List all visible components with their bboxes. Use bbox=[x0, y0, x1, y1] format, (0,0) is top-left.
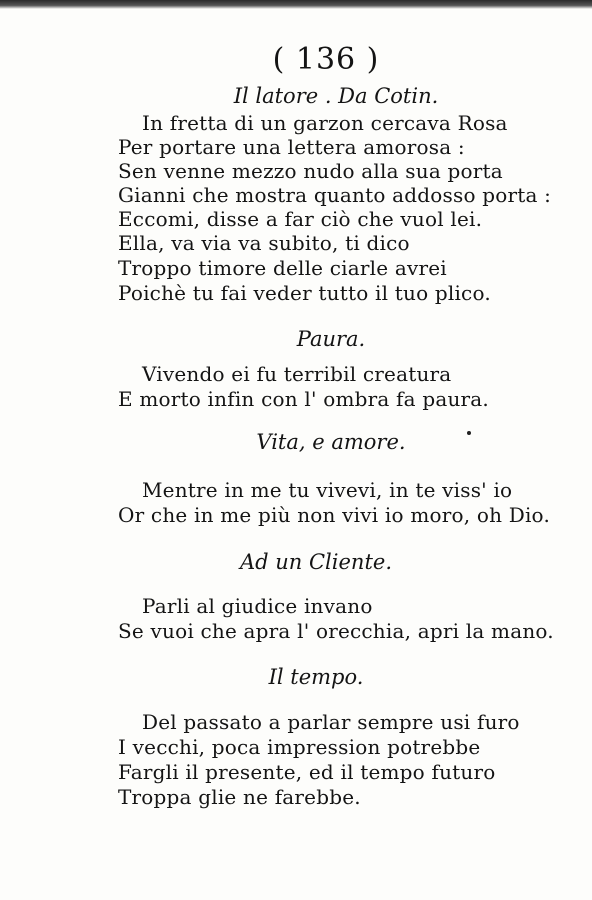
poem-title: Ad un Cliente. bbox=[239, 550, 392, 574]
poem-title: Vita, e amore. bbox=[256, 430, 406, 454]
poem-title: Paura. bbox=[296, 327, 366, 351]
page-number: ( 136 ) bbox=[272, 42, 380, 77]
ink-speck bbox=[467, 431, 471, 435]
poem-line: Ella, va via va subito, ti dico bbox=[118, 231, 410, 255]
poem-line: Fargli il presente, ed il tempo futuro bbox=[118, 760, 496, 784]
poem-line: Poichè tu fai veder tutto il tuo plico. bbox=[118, 281, 491, 305]
poem-line: Mentre in me tu vivevi, in te viss' io bbox=[142, 478, 513, 502]
poem-line: Eccomi, disse a far ciò che vuol lei. bbox=[118, 207, 483, 231]
page-top-edge bbox=[0, 0, 592, 9]
poem-line: Per portare una lettera amorosa : bbox=[118, 135, 465, 159]
poem-line: Parli al giudice invano bbox=[142, 594, 373, 618]
poem-line: E morto infin con l' ombra fa paura. bbox=[118, 387, 489, 411]
poem-line: In fretta di un garzon cercava Rosa bbox=[142, 111, 508, 135]
poem-title: Il tempo. bbox=[268, 665, 364, 689]
poem-line: Se vuoi che apra l' orecchia, apri la mano. bbox=[118, 619, 554, 643]
poem-title: Il latore . Da Cotin. bbox=[233, 84, 439, 108]
poem-line: Sen venne mezzo nudo alla sua porta bbox=[118, 159, 503, 183]
poem-line: I vecchi, poca impression potrebbe bbox=[118, 735, 481, 759]
poem-line: Or che in me più non vivi io moro, oh Dio. bbox=[118, 503, 551, 527]
poem-line: Del passato a parlar sempre usi furo bbox=[142, 710, 520, 734]
poem-line: Troppa glie ne farebbe. bbox=[118, 785, 361, 809]
poem-line: Troppo timore delle ciarle avrei bbox=[118, 256, 447, 280]
poem-line: Vivendo ei fu terribil creatura bbox=[142, 362, 452, 386]
poem-line: Gianni che mostra quanto addosso porta : bbox=[118, 183, 552, 207]
